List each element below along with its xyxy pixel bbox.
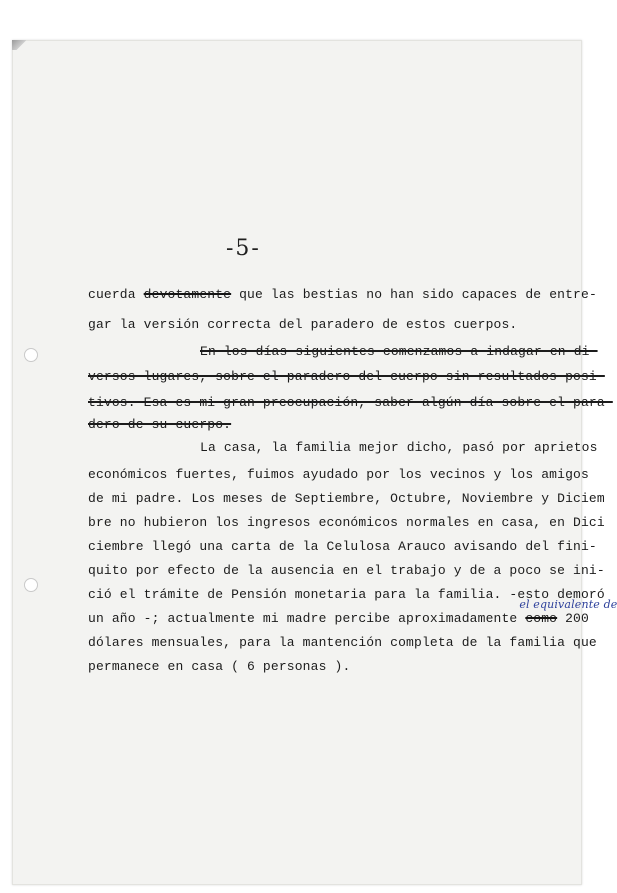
text-line-12: quito por efecto de la ausencia en el trabajo y de a poco se ini- <box>88 563 605 578</box>
text-segment: un año -; actualmente mi madre percibe aproximadamente <box>88 611 526 626</box>
page-number: -5- <box>226 236 261 261</box>
punch-hole <box>24 578 38 592</box>
text-line-1 <box>88 287 597 302</box>
text-line-2: gar la versión correcta del paradero de estos cuerpos. <box>88 317 518 332</box>
text-segment: cuerda <box>88 287 144 302</box>
text-line-7: La casa, la familia mejor dicho, pasó por aprietos <box>200 440 598 455</box>
text-line-16: permanece en casa ( 6 personas ). <box>88 659 351 674</box>
struck-text: devotamente <box>143 287 232 302</box>
text-line-9: de mi padre. Los meses de Septiembre, Octubre, Noviembre y Diciem <box>88 491 605 506</box>
struck-line-3: En los días siguientes comenzamos a indagar en di- <box>200 344 598 359</box>
struck-line-4: versos lugares, sobre el paradero del cuerpo sin resultados posi- <box>88 369 605 384</box>
document-page <box>12 40 582 885</box>
text-line-11: ciembre llegó una carta de la Celulosa Arauco avisando del fini- <box>88 539 597 554</box>
punch-hole <box>24 348 38 362</box>
text-line-15: dólares mensuales, para la mantención completa de la familia que <box>88 635 597 650</box>
struck-text: como <box>525 611 558 626</box>
struck-line-6: dero de su cuerpo. <box>88 417 232 432</box>
text-segment: que las bestias no han sido capaces de entre- <box>231 287 597 302</box>
text-line-10: bre no hubieron los ingresos económicos normales en casa, en Dici <box>88 515 605 530</box>
text-line-14 <box>88 598 617 626</box>
text-line-13: ció el trámite de Pensión monetaria para la familia. -esto demoró <box>88 587 605 602</box>
text-segment: 200 <box>557 611 589 626</box>
text-line-8: económicos fuertes, fuimos ayudado por los vecinos y los amigos <box>88 467 589 482</box>
handwritten-insertion: el equivalente de <box>519 598 617 611</box>
struck-line-5: tivos. Esa es mi gran preocupación, saber algún día sobre el para- <box>88 395 613 410</box>
